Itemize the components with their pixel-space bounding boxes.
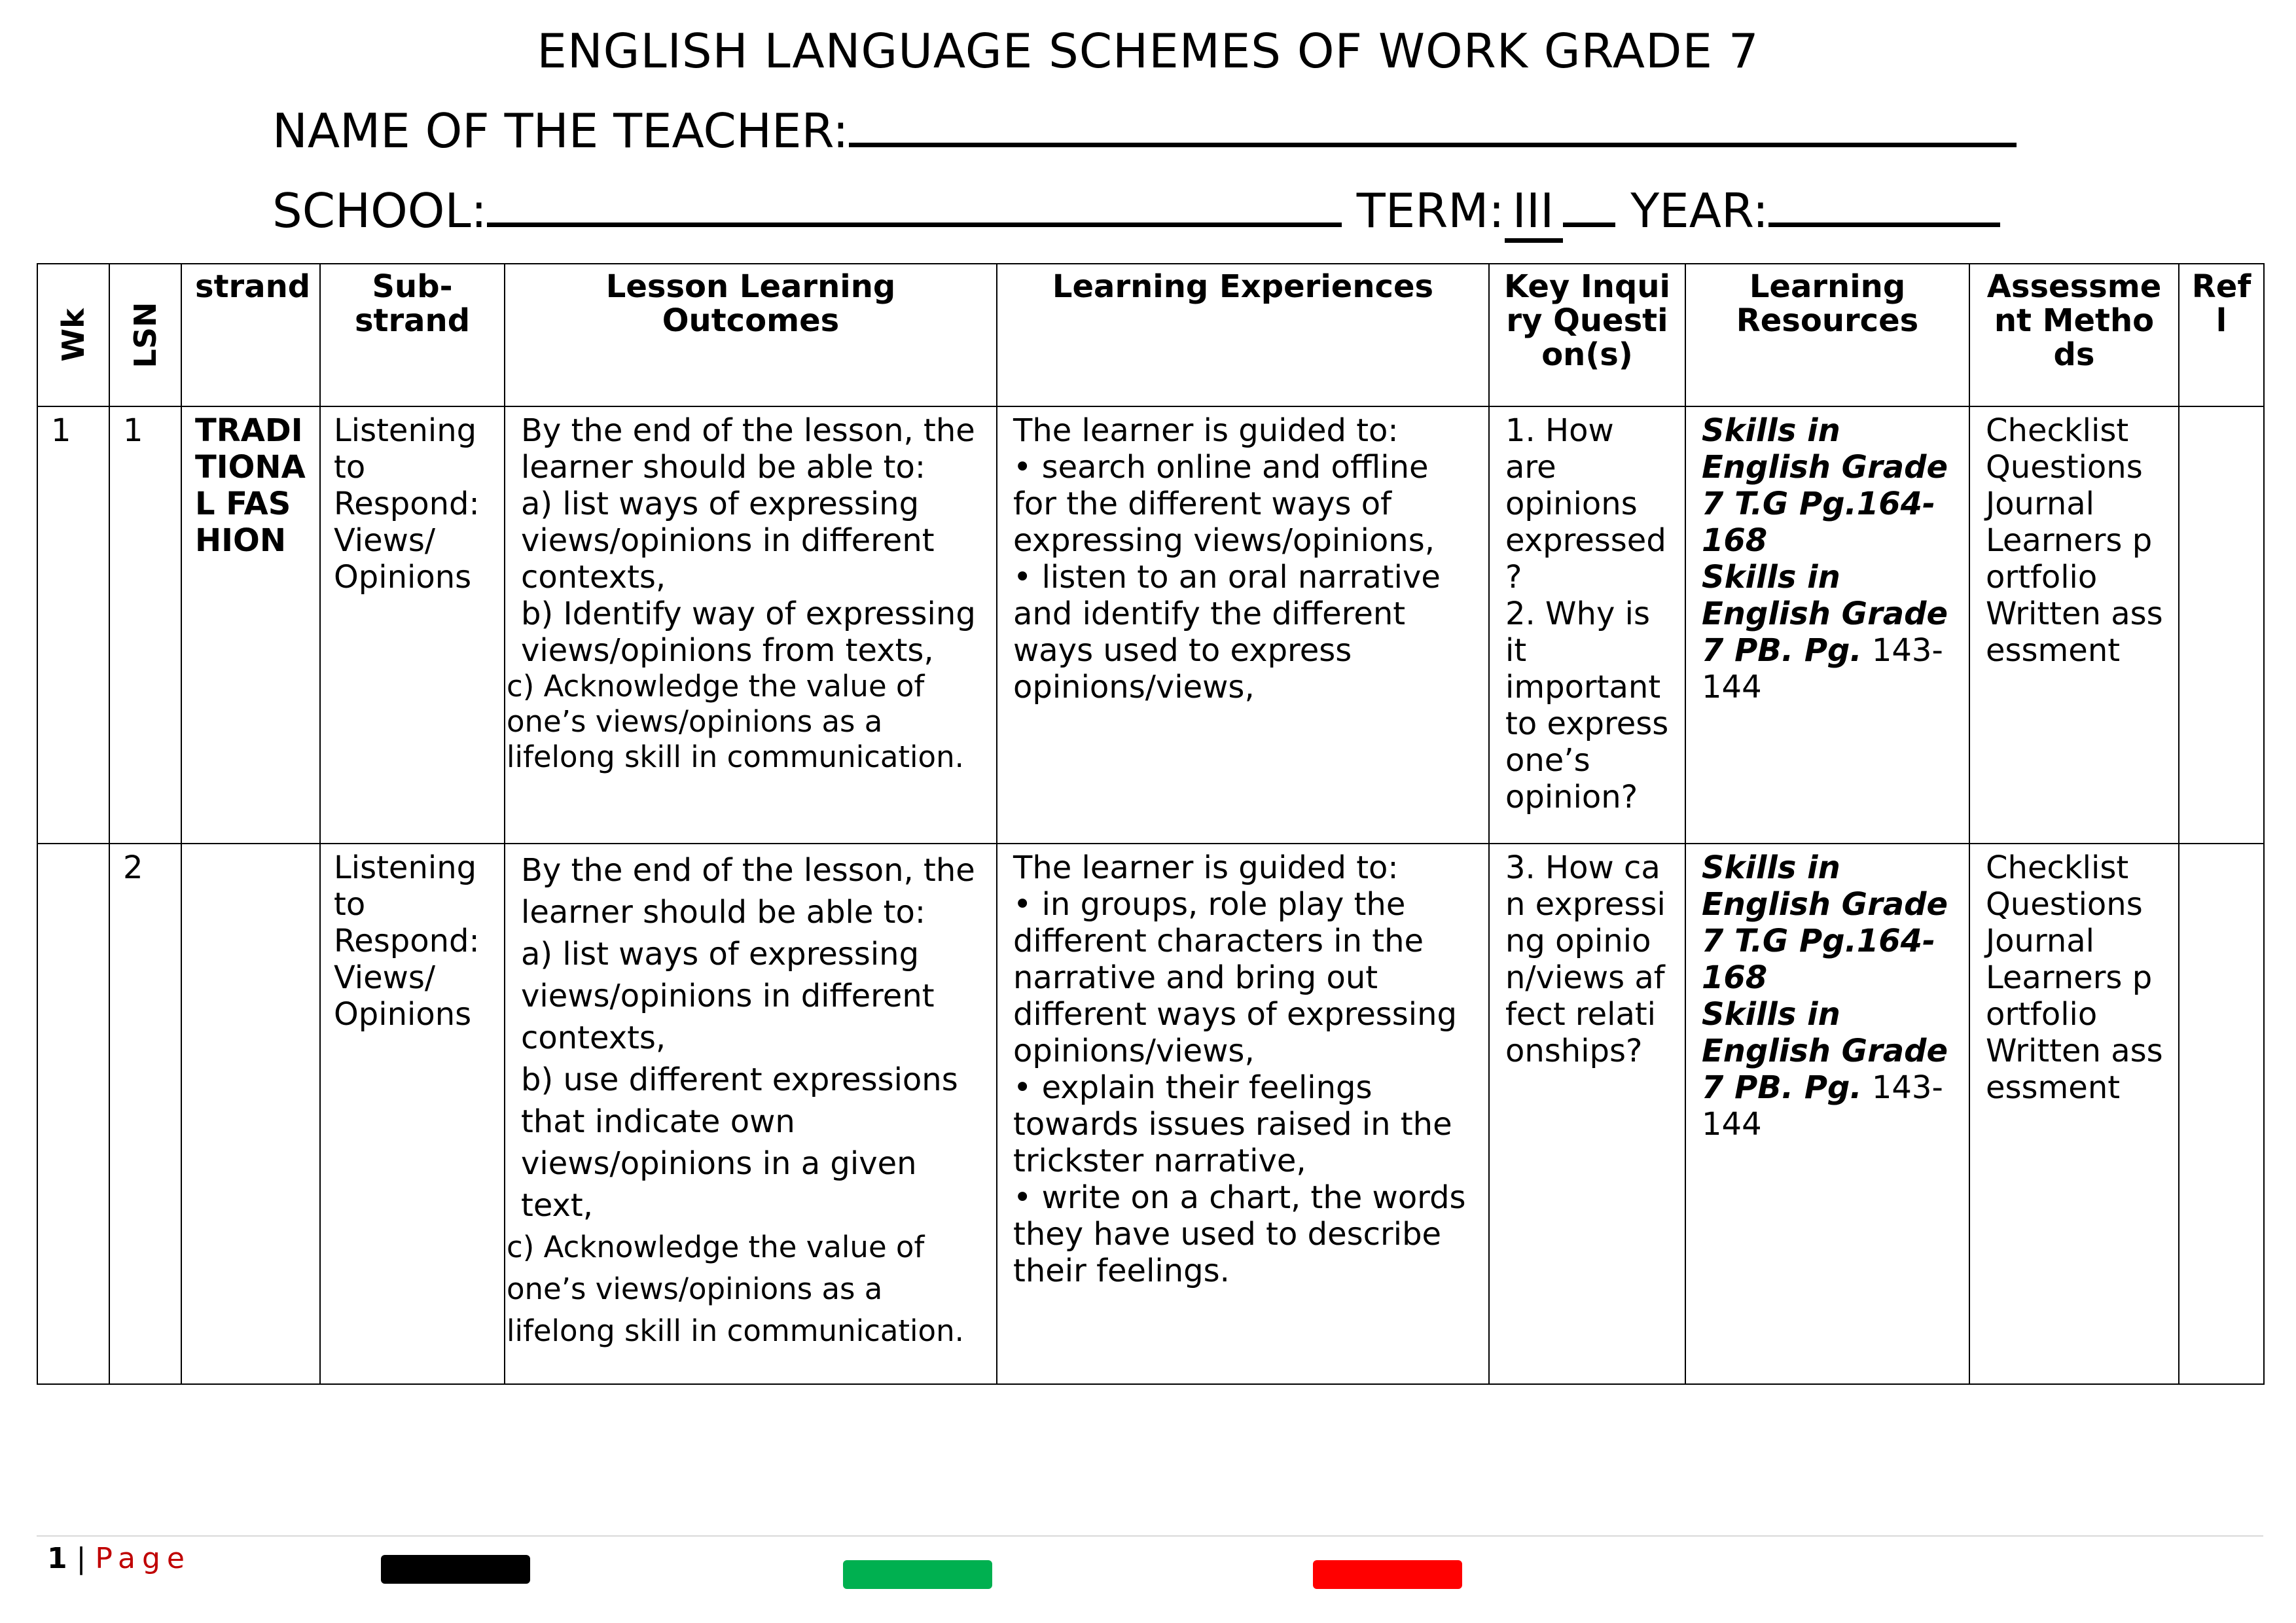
assessment-item: Questions [1986, 449, 2143, 486]
outcomes-intro: By the end of the lesson, the learner should be able to: [521, 852, 975, 931]
resource-item: Skills in English Grade 7 PB. Pg. [1702, 996, 1948, 1106]
teacher-blank[interactable] [849, 105, 2017, 147]
black-swatch [381, 1555, 530, 1584]
header-experiences: Learning Experiences [997, 264, 1489, 406]
cell-reflection[interactable] [2179, 844, 2264, 1384]
assessment-item: Learners portfolio [1986, 522, 2153, 596]
cell-wk: 1 [37, 406, 109, 844]
outcome-b: b) Identify way of expressing views/opinions from texts, [521, 596, 976, 669]
teacher-line [272, 103, 2017, 158]
cell-wk [37, 844, 109, 1384]
outcome-c: c) Acknowledge the value of one’s views/opinions as a lifelong skill in communication. [507, 1230, 964, 1348]
year-blank[interactable] [1768, 185, 2000, 227]
cell-experiences [997, 844, 1489, 1384]
green-swatch [843, 1560, 992, 1589]
assessment-item: Written assessment [1986, 596, 2163, 669]
document-title: ENGLISH LANGUAGE SCHEMES OF WORK GRADE 7 [537, 24, 1759, 79]
page-label: Page [95, 1542, 191, 1575]
experience-item: • write on a chart, the words they have used to describe their feelings. [1013, 1179, 1466, 1289]
assessment-item: Checklist [1986, 849, 2129, 886]
header-assessment: Assessment Methods [1969, 264, 2179, 406]
assessment-item: Written assessment [1986, 1033, 2163, 1106]
school-label: SCHOOL: [272, 183, 487, 238]
outcomes-intro: By the end of the lesson, the learner should be able to: [521, 412, 975, 486]
question-item: 2. Why is it important to express one’s opinion? [1505, 596, 1669, 815]
cell-questions [1489, 844, 1685, 1384]
cell-strand [181, 844, 320, 1384]
cell-outcomes [505, 844, 997, 1384]
term-blank[interactable] [1563, 185, 1615, 227]
page-separator: | [67, 1542, 96, 1575]
table-row [37, 406, 2264, 844]
cell-reflection[interactable] [2179, 406, 2264, 844]
header-strand: strand [181, 264, 320, 406]
cell-strand: TRADITIONAL FASHION [181, 406, 320, 844]
resource-item: Skills in English Grade 7 T.G Pg.164-168 [1702, 412, 1948, 559]
cell-lsn: 2 [109, 844, 181, 1384]
header-resources: Learning Resources [1685, 264, 1969, 406]
school-blank[interactable] [487, 185, 1342, 227]
cell-resources [1685, 406, 1969, 844]
outcome-c: c) Acknowledge the value of one’s views/opinions as a lifelong skill in communication. [507, 669, 964, 774]
cell-sub-strand: Listening to Respond: Views/ Opinions [320, 406, 505, 844]
experience-item: • in groups, role play the different characters in the narrative and bring out different ways of expressing opinions/views, [1013, 886, 1457, 1069]
table-row [37, 844, 2264, 1384]
resource-pages: 143-144 [1702, 1069, 1943, 1143]
cell-assessment [1969, 406, 2179, 844]
page-number: 1 [47, 1542, 67, 1575]
experience-item: • listen to an oral narrative and identify the different ways used to express opinions/views, [1013, 559, 1441, 705]
header-wk: Wk [37, 264, 109, 406]
term-value[interactable]: III [1505, 183, 1564, 243]
assessment-item: Journal [1986, 486, 2095, 522]
resource-pages: 143-144 [1702, 632, 1943, 705]
assessment-item: Journal [1986, 923, 2095, 959]
question-item: 1. How are opinions expressed ? [1505, 412, 1666, 596]
resource-item: Skills in English Grade 7 T.G Pg.164-168 [1702, 849, 1948, 996]
experiences-intro: The learner is guided to: [1013, 849, 1399, 886]
assessment-item: Checklist [1986, 412, 2129, 449]
experience-item: • search online and offline for the different ways of expressing views/opinions, [1013, 449, 1435, 559]
teacher-label: NAME OF THE TEACHER: [272, 103, 849, 158]
header-row [37, 264, 2264, 406]
school-line [272, 183, 2000, 243]
cell-outcomes [505, 406, 997, 844]
header-outcomes: Lesson Learning Outcomes [505, 264, 997, 406]
header-lsn: LSN [109, 264, 181, 406]
resource-item: Skills in English Grade 7 PB. Pg. [1702, 559, 1948, 669]
cell-resources [1685, 844, 1969, 1384]
outcome-a: a) list ways of expressing views/opinions in different contexts, [521, 936, 935, 1056]
cell-sub-strand: Listening to Respond: Views/ Opinions [320, 844, 505, 1384]
term-label: TERM: [1356, 183, 1505, 238]
red-swatch [1313, 1560, 1462, 1589]
outcome-a: a) list ways of expressing views/opinions in different contexts, [521, 486, 935, 596]
assessment-item: Questions [1986, 886, 2143, 923]
outcome-b: b) use different expressions that indicate own views/opinions in a given text, [521, 1061, 958, 1224]
cell-lsn: 1 [109, 406, 181, 844]
header-reflection: Refl [2179, 264, 2264, 406]
experience-item: • explain their feelings towards issues raised in the trickster narrative, [1013, 1069, 1452, 1179]
schemes-table [37, 263, 2265, 1385]
header-questions: Key Inquiry Question(s) [1489, 264, 1685, 406]
year-label: YEAR: [1630, 183, 1769, 238]
experiences-intro: The learner is guided to: [1013, 412, 1399, 449]
header-sub-strand: Sub-strand [320, 264, 505, 406]
cell-experiences [997, 406, 1489, 844]
footer-divider [37, 1535, 2263, 1537]
cell-assessment [1969, 844, 2179, 1384]
question-item: 3. How can expressing opinion/views affect relationships? [1505, 849, 1666, 1069]
assessment-item: Learners portfolio [1986, 959, 2153, 1033]
cell-questions [1489, 406, 1685, 844]
page-footer [47, 1542, 191, 1575]
